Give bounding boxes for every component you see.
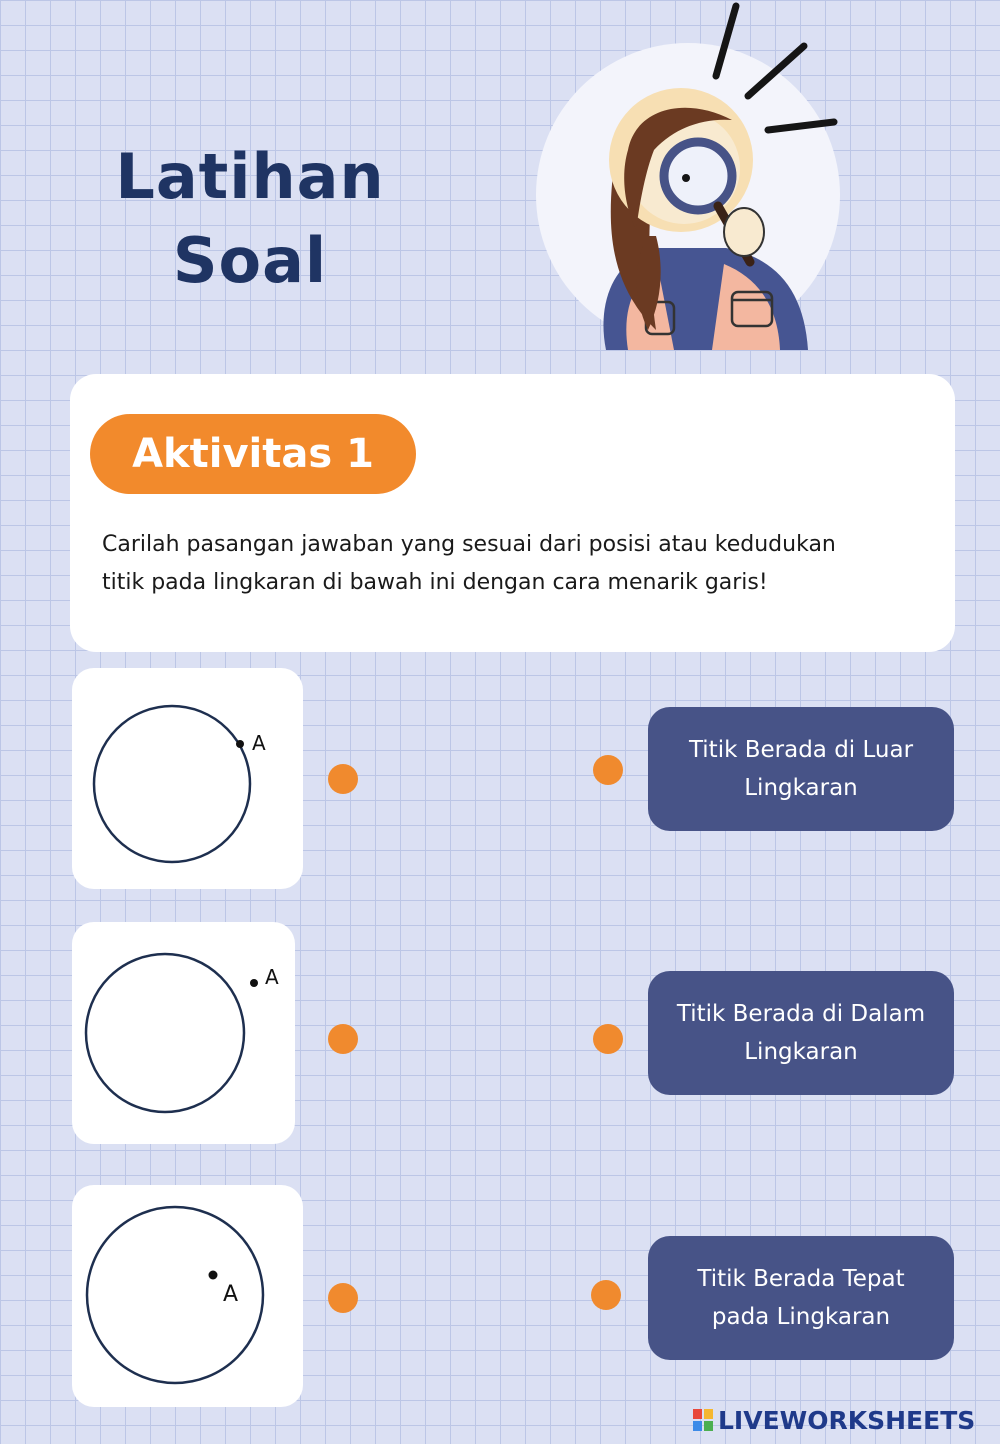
circle-diagram-3 bbox=[72, 1185, 303, 1407]
answer-1-connector-dot[interactable] bbox=[593, 755, 623, 785]
answer-2-connector-dot[interactable] bbox=[593, 1024, 623, 1054]
girl-with-magnifier-illustration bbox=[536, 0, 846, 370]
page-title bbox=[95, 135, 405, 303]
answer-1-line-1: Titik Berada di Luar bbox=[688, 737, 914, 763]
brand-name: LIVEWORKSHEETS bbox=[718, 1405, 976, 1435]
answer-3-line-1: Titik Berada Tepat bbox=[697, 1266, 905, 1292]
liveworksheets-logo-icon bbox=[692, 1407, 714, 1433]
title-line-2: Soal bbox=[172, 224, 328, 297]
answer-3-connector-dot[interactable] bbox=[591, 1280, 621, 1310]
answer-1-line-2: Lingkaran bbox=[744, 775, 858, 801]
question-2-connector-dot[interactable] bbox=[328, 1024, 358, 1054]
circle-diagram-2 bbox=[72, 922, 295, 1144]
answer-card-on-circle[interactable] bbox=[648, 1236, 954, 1360]
title-line-1: Latihan bbox=[115, 140, 385, 213]
activity-badge: Aktivitas 1 bbox=[90, 414, 416, 494]
circle-diagram-1 bbox=[72, 668, 303, 889]
question-1-connector-dot[interactable] bbox=[328, 764, 358, 794]
instruction-text bbox=[102, 526, 922, 602]
answer-2-line-2: Lingkaran bbox=[744, 1039, 858, 1065]
question-card-1 bbox=[72, 668, 303, 889]
answer-card-outside[interactable] bbox=[648, 707, 954, 831]
point-label-2: A bbox=[265, 965, 279, 989]
point-label-3: A bbox=[223, 1282, 239, 1307]
question-3-connector-dot[interactable] bbox=[328, 1283, 358, 1313]
point-label-1: A bbox=[252, 731, 266, 755]
answer-2-line-1: Titik Berada di Dalam bbox=[676, 1001, 926, 1027]
instruction-line-2: titik pada lingkaran di bawah ini dengan cara menarik garis! bbox=[102, 570, 768, 595]
question-card-3 bbox=[72, 1185, 303, 1407]
answer-3-line-2: pada Lingkaran bbox=[711, 1304, 891, 1330]
question-card-2 bbox=[72, 922, 295, 1144]
answer-card-inside[interactable] bbox=[648, 971, 954, 1095]
liveworksheets-brand bbox=[692, 1402, 975, 1438]
instruction-line-1: Carilah pasangan jawaban yang sesuai dari posisi atau kedudukan bbox=[102, 532, 836, 557]
